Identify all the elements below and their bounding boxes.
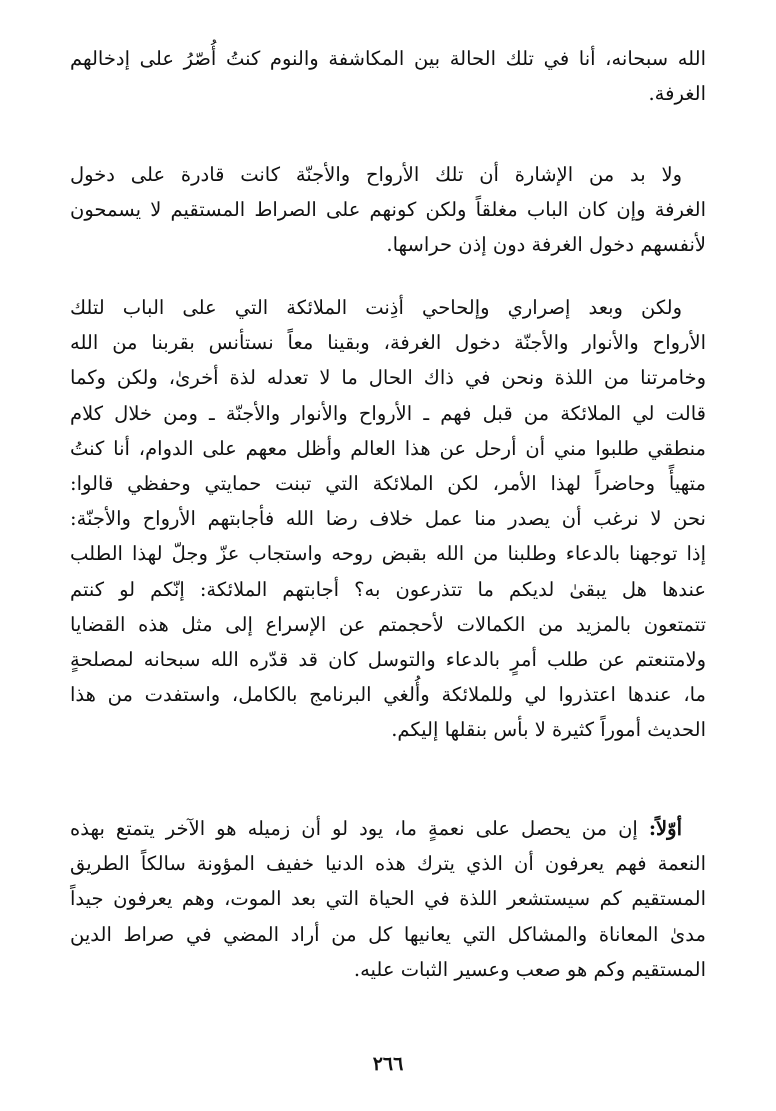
paragraph-line-with-lead <box>70 811 706 846</box>
paragraph-1 <box>70 41 706 111</box>
paragraph-line: الحديث أموراً كثيرة لا بأس بنقلها إليكم. <box>391 718 706 742</box>
paragraph-line: منطقي طلبوا مني أن أرحل عن هذا العالم وأظل معهم على الدوام، أنا كنتُ <box>70 436 706 460</box>
paragraph-line: لأنفسهم دخول الغرفة دون إذن حراسها. <box>386 233 706 257</box>
paragraph-line: المستقيم كم سيستشعر اللذة في الحياة التي بعد الموت، وهم يعرفون جيداً <box>70 887 706 911</box>
paragraph-line: المستقيم وكم هو صعب وعسير الثبات عليه. <box>353 957 706 981</box>
paragraph-line: الغرفة وإن كان الباب مغلقاً ولكن كونهم على الصراط المستقيم لا يسمحون <box>70 198 706 222</box>
paragraph-line: ولا بد من الإشارة أن تلك الأرواح والأجنّة كانت قادرة على دخول <box>70 163 682 186</box>
paragraph-line: الأرواح والأنوار والأجنّة دخول الغرفة، وبقينا معاً نستأنس بقربنا من الله <box>70 331 706 355</box>
paragraph-line: نحن لا نرغب أن يصدر منا عمل خلاف رضا الله فأجابتهم الأرواح والأجنّة: <box>70 507 706 531</box>
paragraph-3 <box>70 290 706 748</box>
paragraph-lead: أوّلاً: <box>648 817 683 840</box>
paragraph-line: قالت لي الملائكة من قبل فهم ـ الأرواح والأنوار والأجنّة ـ ومن خلال كلام <box>70 401 706 425</box>
paragraph-line: النعمة فهم يعرفون أن الذي يترك هذه الدنيا خفيف المؤونة سالكاً الطريق <box>70 852 706 876</box>
page-number: ٢٦٦ <box>372 1053 404 1075</box>
paragraph-line: ولامتنعتم عن طلب أمرٍ بالدعاء والتوسل كان قد قدّره الله سبحانه لمصلحةٍ <box>70 648 706 672</box>
paragraph-line: الله سبحانه، أنا في تلك الحالة بين المكاشفة والنوم كنتُ أُصّرُ على إدخالهم <box>70 47 706 70</box>
paragraph-line: الغرفة. <box>648 82 706 106</box>
paragraph-line: تتمتعون بالمزيد من الكمالات لأحجمتم عن الإسراع إلى مثل هذه القضايا <box>70 612 706 636</box>
paragraph-line-text: إن من يحصل على نعمةٍ ما، يود لو أن زميله هو الآخر يتمتع بهذه <box>70 817 638 840</box>
paragraph-line: ما، عندها اعتذروا لي وللملائكة وأُلغي البرنامج بالكامل، واستفدت من هذا <box>70 683 706 707</box>
paragraph-line: إذا توجهنا بالدعاء وطلبنا من الله بقبض روحه واستجاب عزّ وجلّ لهذا الطلب <box>70 542 706 566</box>
paragraph-line: ولكن وبعد إصراري وإلحاحي أذِنت الملائكة التي على الباب لتلك <box>70 296 682 319</box>
paragraph-line: عندها هل يبقىٰ لديكم ما تتذرعون به؟ أجابتهم الملائكة: إنّكم لو كنتم <box>70 577 706 601</box>
paragraph-4 <box>70 811 706 987</box>
paragraph-line: مدىٰ المعاناة والمشاكل التي يعانيها كل من أراد المضي في صراط الدين <box>70 922 706 946</box>
paragraph-line: وخامرتنا من اللذة ونحن في ذاك الحال ما لا تعدله لذة أخرىٰ، ولكن وكما <box>70 366 706 390</box>
paragraph-line: متهيأً وحاضراً لهذا الأمر، لكن الملائكة التي تبنت حمايتي وحفظي قالوا: <box>70 472 706 496</box>
paragraph-2 <box>70 157 706 263</box>
